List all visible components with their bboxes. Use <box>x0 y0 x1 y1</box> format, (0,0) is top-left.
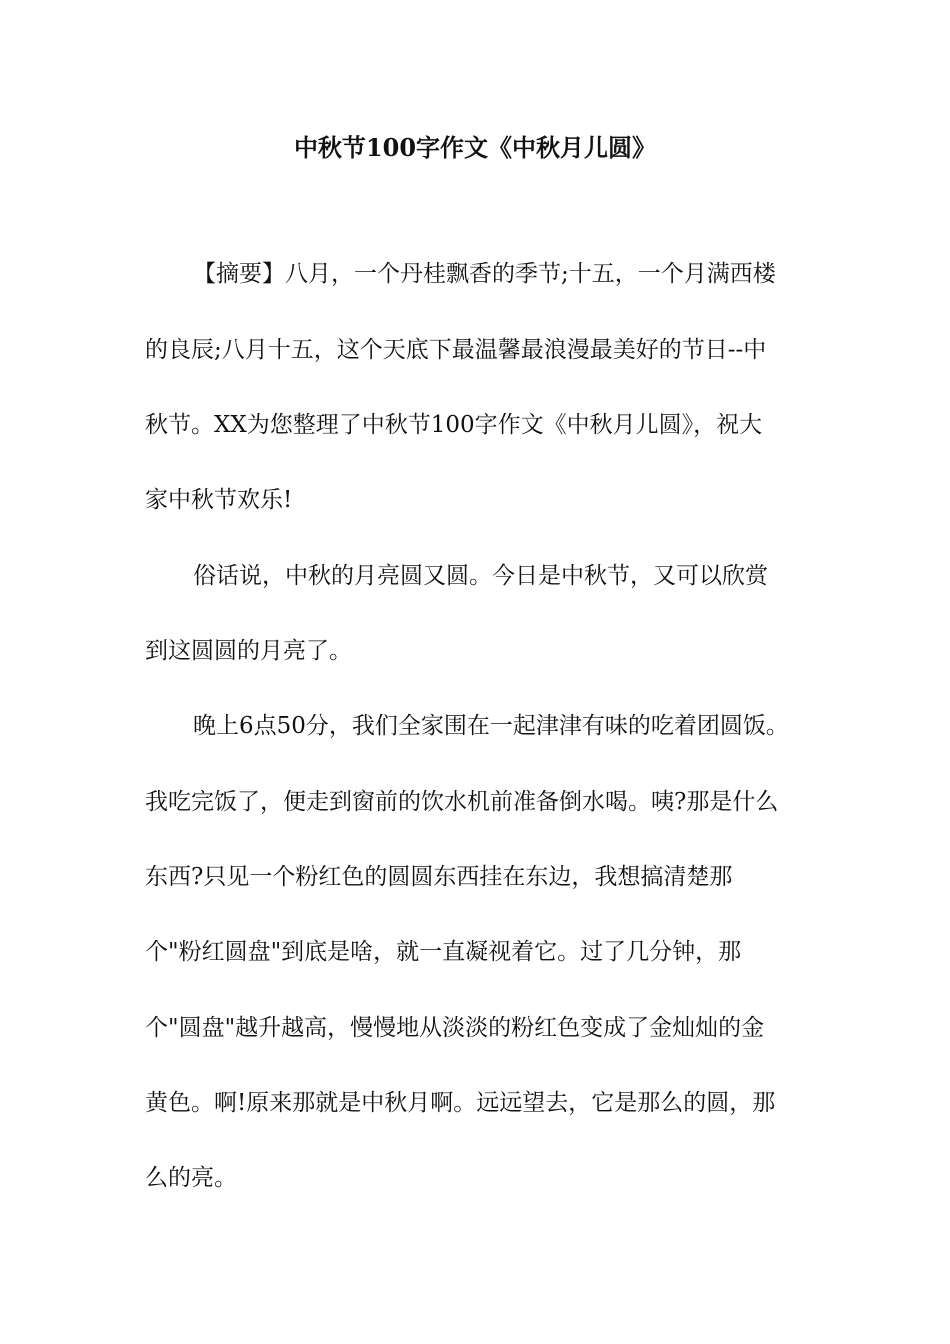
paragraph-line: 个"圆盘"越升越高，慢慢地从淡淡的粉红色变成了金灿灿的金 <box>145 1015 765 1041</box>
paragraph-line: 个"粉红圆盘"到底是啥，就一直凝视着它。过了几分钟，那 <box>145 939 742 965</box>
paragraph-line: 【摘要】八月，一个丹桂飘香的季节;十五，一个月满西楼 <box>193 261 776 287</box>
paragraph-line: 东西?只见一个粉红色的圆圆东西挂在东边，我想搞清楚那 <box>145 864 733 890</box>
paragraph-line: 到这圆圆的月亮了。 <box>145 638 352 664</box>
paragraph-line: 黄色。啊!原来那就是中秋月啊。远远望去，它是那么的圆，那 <box>145 1090 776 1116</box>
paragraph-line: 俗话说，中秋的月亮圆又圆。今日是中秋节，又可以欣赏 <box>193 563 768 589</box>
document-title: 中秋节100字作文《中秋月儿圆》 <box>293 133 657 162</box>
paragraph-line: 家中秋节欢乐! <box>145 487 293 513</box>
paragraph-line: 么的亮。 <box>145 1165 237 1191</box>
paragraph-line: 我吃完饭了，便走到窗前的饮水机前准备倒水喝。咦?那是什么 <box>145 789 779 815</box>
paragraph-line: 晚上6点50分，我们全家围在一起津津有味的吃着团圆饭。 <box>193 713 789 739</box>
paragraph-line: 秋节。XX为您整理了中秋节100字作文《中秋月儿圆》，祝大 <box>145 412 763 438</box>
paragraph-line: 的良辰;八月十五，这个天底下最温馨最浪漫最美好的节日--中 <box>145 337 767 363</box>
